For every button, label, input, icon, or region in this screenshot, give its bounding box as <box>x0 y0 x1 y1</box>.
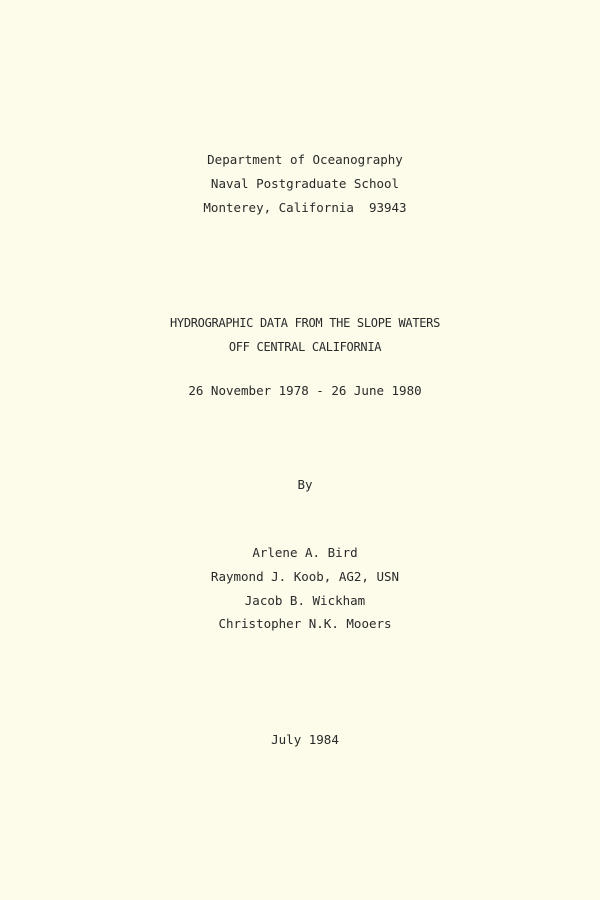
department-name: Department of Oceanography <box>207 152 403 167</box>
author-2: Raymond J. Koob, AG2, USN <box>210 569 400 584</box>
report-title-line-1: HYDROGRAPHIC DATA FROM THE SLOPE WATERS <box>169 316 441 330</box>
report-title-line-2: OFF CENTRAL CALIFORNIA <box>228 340 382 354</box>
publication-date: July 1984 <box>271 732 339 747</box>
school-name: Naval Postgraduate School <box>210 176 400 191</box>
school-address: Monterey, California 93943 <box>203 200 407 215</box>
author-1: Arlene A. Bird <box>252 545 358 560</box>
report-date-range: 26 November 1978 - 26 June 1980 <box>188 383 422 398</box>
byline: By <box>297 477 313 492</box>
author-3: Jacob B. Wickham <box>244 593 366 608</box>
author-4: Christopher N.K. Mooers <box>218 616 392 631</box>
